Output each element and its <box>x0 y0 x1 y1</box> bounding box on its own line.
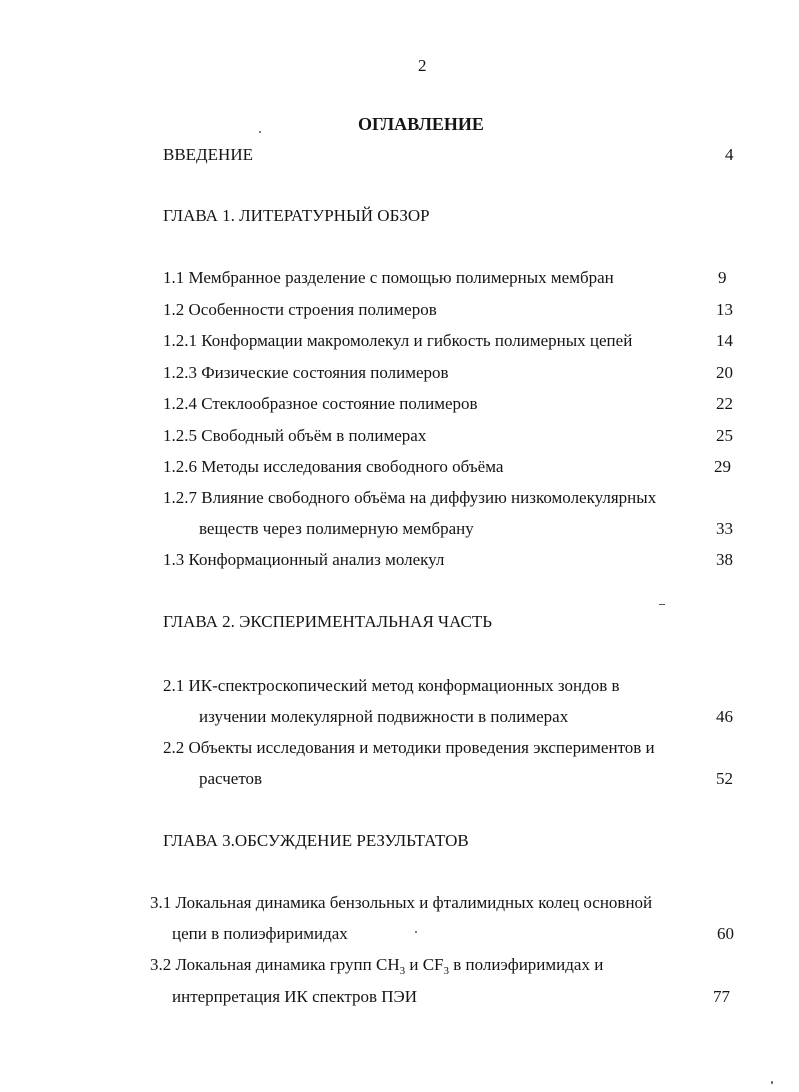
toc-title: ОГЛАВЛЕНИЕ <box>358 114 484 134</box>
toc-entry-label: 1.3 Конформационный анализ молекул <box>163 550 445 569</box>
toc-intro-page: 4 <box>725 145 734 164</box>
toc-entry-page: 22 <box>716 394 733 413</box>
toc-entry-label-cont: интерпретация ИК спектров ПЭИ <box>172 987 418 1006</box>
toc-entry-page: 38 <box>716 550 733 569</box>
toc-entry-label-cont: цепи в полиэфиримидах <box>172 924 348 943</box>
toc-entry-label: 1.2.6 Методы исследования свободного объёма <box>163 457 504 476</box>
toc-entry-label <box>150 955 603 977</box>
label-part: 3.2 Локальная динамика групп CH <box>150 955 400 974</box>
scan-speck <box>771 1081 773 1084</box>
toc-entry-page: 33 <box>716 519 733 538</box>
label-part: и CF <box>405 955 444 974</box>
scan-speck <box>415 931 417 933</box>
toc-entry-label: 1.1 Мембранное разделение с помощью полимерных мембран <box>163 268 614 287</box>
toc-entry-page: 52 <box>716 769 733 788</box>
toc-entry-page: 60 <box>717 924 734 943</box>
scan-speck <box>259 131 261 133</box>
toc-entry-label: 3.1 Локальная динамика бензольных и фталимидных колец основной <box>150 893 653 912</box>
toc-entry-label: 1.2 Особенности строения полимеров <box>163 300 437 319</box>
toc-entry-label: 2.1 ИК-спектроскопический метод конформационных зондов в <box>163 676 620 695</box>
subscript: 3 <box>443 965 450 977</box>
scan-speck <box>659 604 665 605</box>
toc-entry-page: 77 <box>713 987 730 1006</box>
toc-entry-page: 25 <box>716 426 733 445</box>
toc-entry-label: 1.2.1 Конформации макромолекул и гибкость полимерных цепей <box>163 331 633 350</box>
toc-entry-page: 14 <box>716 331 733 350</box>
toc-entry-label-cont: расчетов <box>199 769 263 788</box>
chapter1-heading: ГЛАВА 1. ЛИТЕРАТУРНЫЙ ОБЗОР <box>163 206 430 225</box>
toc-entry-label: 1.2.7 Влияние свободного объёма на диффузию низкомолекулярных <box>163 488 657 507</box>
toc-entry-label-cont: веществ через полимерную мембрану <box>199 519 474 538</box>
toc-entry-label: 1.2.4 Стеклообразное состояние полимеров <box>163 394 478 413</box>
page-number: 2 <box>418 56 427 75</box>
label-part: в полиэфиримидах и <box>449 955 604 974</box>
toc-entry-page: 29 <box>714 457 731 476</box>
toc-entry-label: 2.2 Объекты исследования и методики проведения экспериментов и <box>163 738 655 757</box>
toc-entry-page: 13 <box>716 300 733 319</box>
toc-intro-label: ВВЕДЕНИЕ <box>163 145 253 164</box>
chapter2-heading: ГЛАВА 2. ЭКСПЕРИМЕНТАЛЬНАЯ ЧАСТЬ <box>163 612 493 631</box>
toc-entry-page: 9 <box>718 268 727 287</box>
toc-entry-page: 20 <box>716 363 733 382</box>
toc-entry-page: 46 <box>716 707 733 726</box>
toc-entry-label: 1.2.3 Физические состояния полимеров <box>163 363 449 382</box>
toc-entry-label-cont: изучении молекулярной подвижности в полимерах <box>199 707 569 726</box>
subscript: 3 <box>399 965 406 977</box>
toc-entry-label: 1.2.5 Свободный объём в полимерах <box>163 426 427 445</box>
chapter3-heading: ГЛАВА 3.ОБСУЖДЕНИЕ РЕЗУЛЬТАТОВ <box>163 831 469 850</box>
